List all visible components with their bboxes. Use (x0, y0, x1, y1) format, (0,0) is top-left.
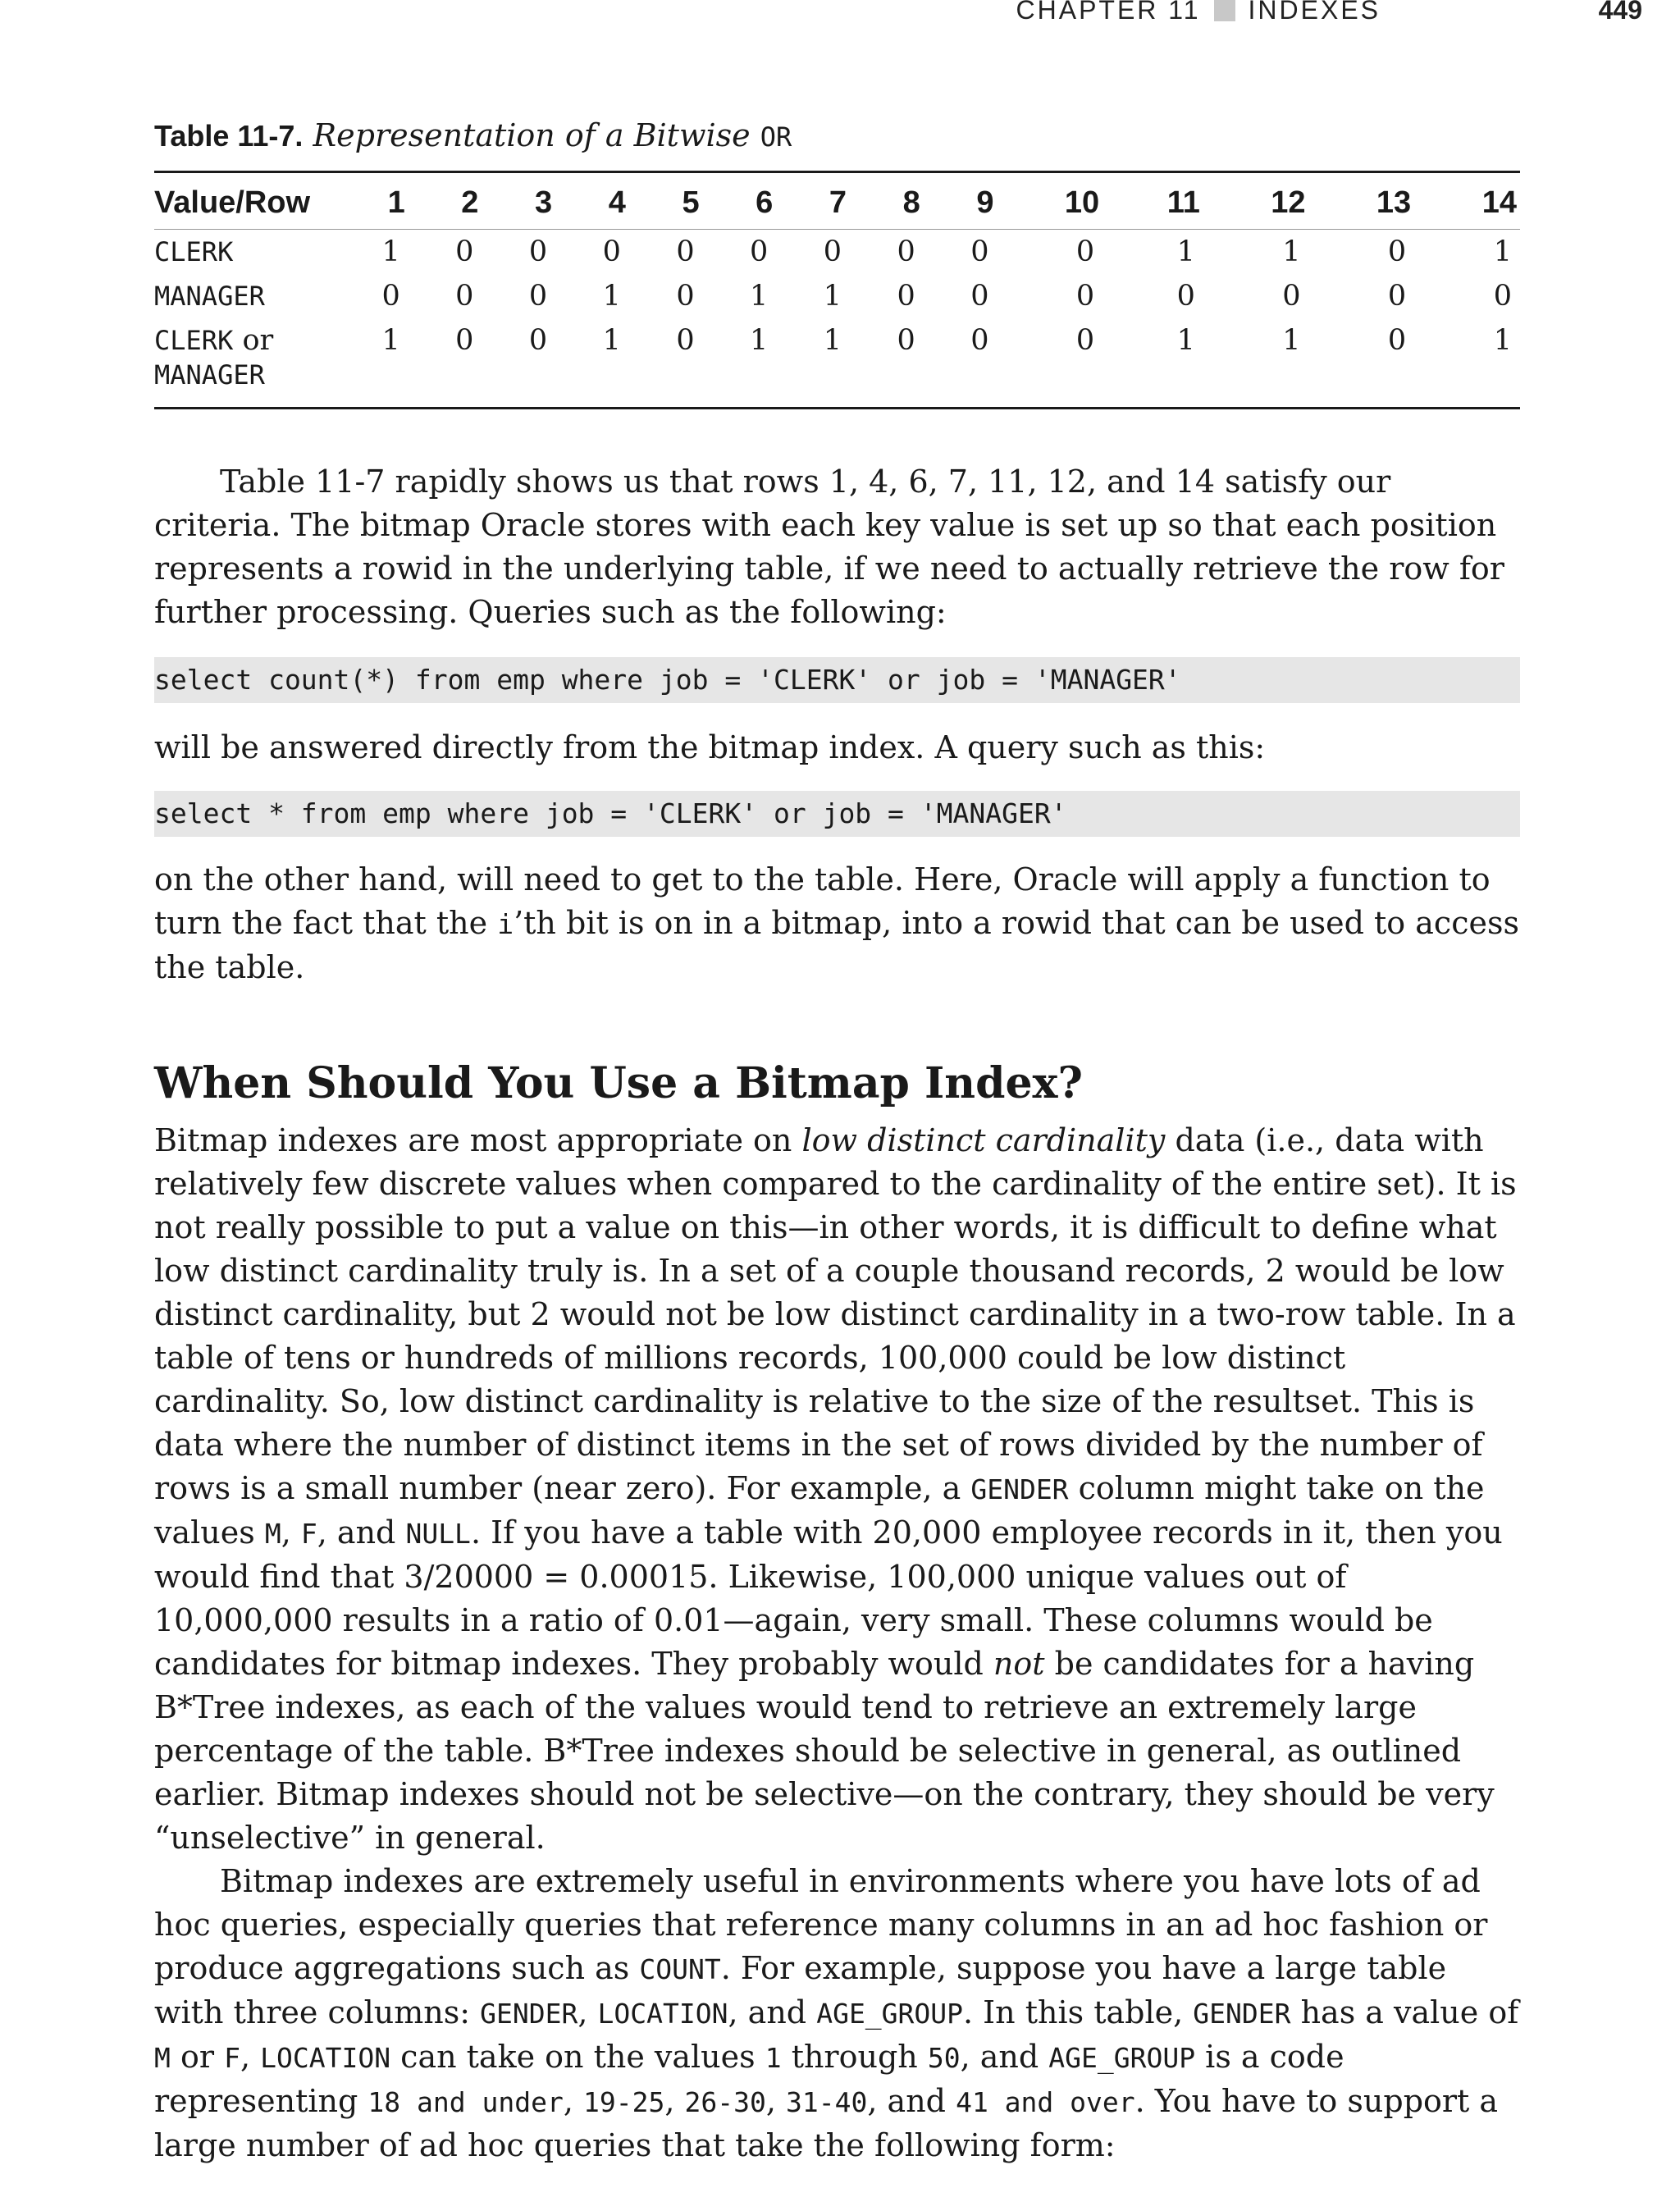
table-cell: 0 (455, 280, 474, 313)
text-run: , and (867, 2083, 956, 2119)
text-run: , (578, 1994, 598, 2030)
paragraph-low-cardinality (154, 1119, 1520, 1860)
square-bullet-icon (1214, 0, 1235, 21)
bitwise-or-table (154, 171, 1520, 409)
table-header-cell: 4 (555, 172, 629, 230)
table-caption-label: Table 11-7. (154, 119, 304, 153)
table-cell: 1 (1282, 324, 1301, 357)
table-row-manager (154, 274, 1520, 318)
table-cell: 0 (897, 280, 915, 313)
code-block-count-query: select count(*) from emp where job = 'CLERK' or job = 'MANAGER' (154, 657, 1520, 703)
inline-code: F (224, 2042, 240, 2074)
table-cell: 0 (455, 324, 474, 357)
table-cell: 0 (528, 235, 548, 268)
text-run: ’th bit is on in a bitmap, into a rowid that can be used to access the table. (154, 905, 1519, 985)
table-cell: 0 (1387, 280, 1407, 313)
table-cell: 0 (528, 324, 548, 357)
text-run: be candidates for a having B*Tree indexes, as each of the values would tend to retrieve an extremely large percentage of the table. B*Tree indexes should be selective in general, as outlined earlier. Bitmap indexes should not be selective—on the contrary, they should be very “unselective” in general. (154, 1646, 1495, 1856)
table-header-cell: 5 (629, 172, 703, 230)
section-heading: When Should You Use a Bitmap Index? (154, 1058, 1084, 1108)
text-run: . You have to support a large number of ad hoc queries that take the following form: (154, 2083, 1499, 2163)
text-run: , (240, 2039, 261, 2075)
table-header-cell: 9 (924, 172, 998, 230)
table-header-cell: 10 (997, 172, 1102, 230)
inline-code: GENDER (480, 1998, 578, 2030)
table-cell: 1 (750, 324, 769, 357)
table-cell: 0 (970, 324, 989, 357)
inline-code: 41 and over (956, 2086, 1135, 2118)
text-run: can take on the values (390, 2039, 765, 2075)
table-caption (154, 115, 1520, 156)
row-label: MANAGER (154, 281, 265, 312)
text-run: , and (317, 1514, 406, 1551)
table-cell: 0 (1387, 324, 1407, 357)
table-cell: 0 (1282, 280, 1301, 313)
paragraph-table-explanation: Table 11-7 rapidly shows us that rows 1, 4, 6, 7, 11, 12, and 14 satisfy our criteria. The bitmap Oracle stores with each key value is set up so that each position represents a rowid in the underlying table, if we need to actually retrieve the row for further processing. Queries such as the following: (154, 464, 1504, 630)
table-header-cell: 2 (409, 172, 482, 230)
table-cell: 1 (602, 280, 621, 313)
text-run: Bitmap indexes are most appropriate on (154, 1122, 802, 1158)
table-cell: 0 (528, 280, 548, 313)
table-cell: 1 (602, 324, 621, 357)
text-run: . For example, suppose you have a large table with three columns: (154, 1950, 1447, 2030)
text-run: Bitmap indexes are extremely useful in environments where you have lots of ad hoc queries, especially queries that reference many columns in an ad hoc fashion or produce aggregations such as (154, 1863, 1488, 1986)
table-cell: 1 (1176, 324, 1195, 357)
inline-code: 1 (765, 2042, 782, 2074)
inline-code: 18 and under (368, 2086, 564, 2118)
table-cell: 1 (381, 324, 400, 357)
table-cell: 0 (676, 324, 695, 357)
table-cell: 0 (602, 235, 621, 268)
text-run: data (i.e., data with relatively few discrete values when compared to the cardinality of the entire set). It is not really possible to put a value on this—in other words, it is difficult to define what low distinct cardinality truly is. In a set of a couple thousand records, 2 would be low distinct cardinality, but 2 would not be low distinct cardinality in a two-row table. In a table of tens or hundreds of millions records, 100,000 could be low distinct cardinality. So, low distinct cardinality is relative to the size of the resultset. This is data where the number of distinct items in the set of rows divided by the number of rows is a small number (near zero). For example, a (154, 1122, 1517, 1506)
text-run: or (170, 2039, 225, 2075)
text-run: , and (960, 2039, 1049, 2075)
row-label (154, 318, 335, 409)
table-cell: 0 (676, 280, 695, 313)
table-cell: 0 (750, 235, 769, 268)
text-run: on the other hand, will need to get to the table. Here, Oracle will apply a function to turn the fact that the (154, 861, 1491, 941)
inline-code: GENDER (970, 1473, 1069, 1505)
chapter-label: CHAPTER 11 (1016, 0, 1201, 25)
table-cell: 0 (823, 235, 842, 268)
text-run: has a value of (1290, 1994, 1519, 2030)
table-header-cell: 7 (776, 172, 850, 230)
table-cell: 1 (823, 280, 842, 313)
row-label-code-line2: MANAGER (154, 359, 265, 391)
running-header (0, 0, 1680, 33)
inline-code: LOCATION (260, 2042, 391, 2074)
table-cell: 0 (970, 235, 989, 268)
page-number: 449 (1598, 0, 1642, 25)
table-caption-title: Representation of a Bitwise (313, 117, 751, 153)
inline-code: 19-25 (583, 2086, 665, 2118)
table-cell: 0 (455, 235, 474, 268)
table-cell: 1 (1493, 324, 1512, 357)
text-run: . In this table, (963, 1994, 1194, 2030)
paragraph-answered-directly: will be answered directly from the bitmap index. A query such as this: (154, 729, 1266, 765)
page-content (154, 115, 1520, 2167)
table-cell: 0 (381, 280, 400, 313)
table-header-cell: 11 (1102, 172, 1203, 230)
table-header-row (154, 172, 1520, 230)
table-header-cell: 1 (335, 172, 409, 230)
inline-code: F (300, 1518, 317, 1550)
chapter-section-label: INDEXES (1248, 0, 1381, 25)
inline-code: COUNT (639, 1953, 721, 1985)
table-header-cell: 3 (482, 172, 555, 230)
inline-code: LOCATION (597, 1998, 728, 2030)
table-cell: 0 (897, 324, 915, 357)
table-header-cell: 12 (1203, 172, 1309, 230)
inline-code: 31-40 (786, 2086, 868, 2118)
table-cell: 0 (1075, 235, 1095, 268)
table-header-cell: 13 (1309, 172, 1415, 230)
text-run: , and (728, 1994, 817, 2030)
table-cell: 0 (1075, 280, 1095, 313)
table-header-cell: 6 (703, 172, 777, 230)
table-header-cell: Value/Row (154, 172, 335, 230)
row-label-code: CLERK (154, 325, 234, 356)
text-run: , (765, 2083, 787, 2119)
text-run: , (664, 2083, 685, 2119)
row-label-suffix: or (233, 324, 274, 357)
table-cell: 1 (1493, 235, 1512, 268)
table-row-clerk-or-manager (154, 318, 1520, 409)
table-cell: 1 (381, 235, 400, 268)
inline-code: 26-30 (684, 2086, 766, 2118)
table-row-clerk (154, 230, 1520, 275)
paragraph-other-hand (154, 858, 1520, 989)
emphasis: low distinct cardinality (801, 1122, 1166, 1158)
table-cell: 0 (1387, 235, 1407, 268)
inline-code: M (154, 2042, 171, 2074)
inline-code: M (264, 1518, 281, 1550)
text-run: through (781, 2039, 928, 2075)
table-cell: 1 (1176, 235, 1195, 268)
text-run: . If you have a table with 20,000 employee records in it, then you would find that 3/20000 = 0.00015. Likewise, 100,000 unique values out of 10,000,000 results in a ratio of 0.01—again, very small. These columns would be candidates for bitmap indexes. They probably would (154, 1514, 1503, 1682)
table-cell: 1 (1282, 235, 1301, 268)
table-header-cell: 14 (1414, 172, 1520, 230)
table-cell: 1 (750, 280, 769, 313)
row-label: CLERK (154, 236, 234, 267)
text-run: , (563, 2083, 583, 2119)
table-cell: 0 (1176, 280, 1195, 313)
text-run: is a code representing (154, 2039, 1344, 2119)
text-run: column might take on the values (154, 1470, 1485, 1551)
table-cell: 1 (823, 324, 842, 357)
table-header-cell: 8 (850, 172, 924, 230)
table-cell: 0 (1075, 324, 1095, 357)
table-cell: 0 (676, 235, 695, 268)
header-chapter-title (1016, 0, 1381, 25)
inline-code: AGE_GROUP (816, 1998, 964, 2030)
inline-code: 50 (927, 2042, 961, 2074)
inline-code: NULL (405, 1518, 471, 1550)
inline-code: GENDER (1193, 1998, 1291, 2030)
table-caption-code: OR (760, 121, 792, 153)
code-block-select-query: select * from emp where job = 'CLERK' or job = 'MANAGER' (154, 791, 1520, 837)
emphasis: not (993, 1646, 1045, 1682)
table-cell: 0 (897, 235, 915, 268)
table-cell: 0 (1493, 280, 1512, 313)
text-run: , (281, 1514, 301, 1551)
inline-code: AGE_GROUP (1048, 2042, 1196, 2074)
inline-code: i (497, 908, 514, 940)
table-cell: 0 (970, 280, 989, 313)
paragraph-ad-hoc-queries (154, 1860, 1520, 2167)
